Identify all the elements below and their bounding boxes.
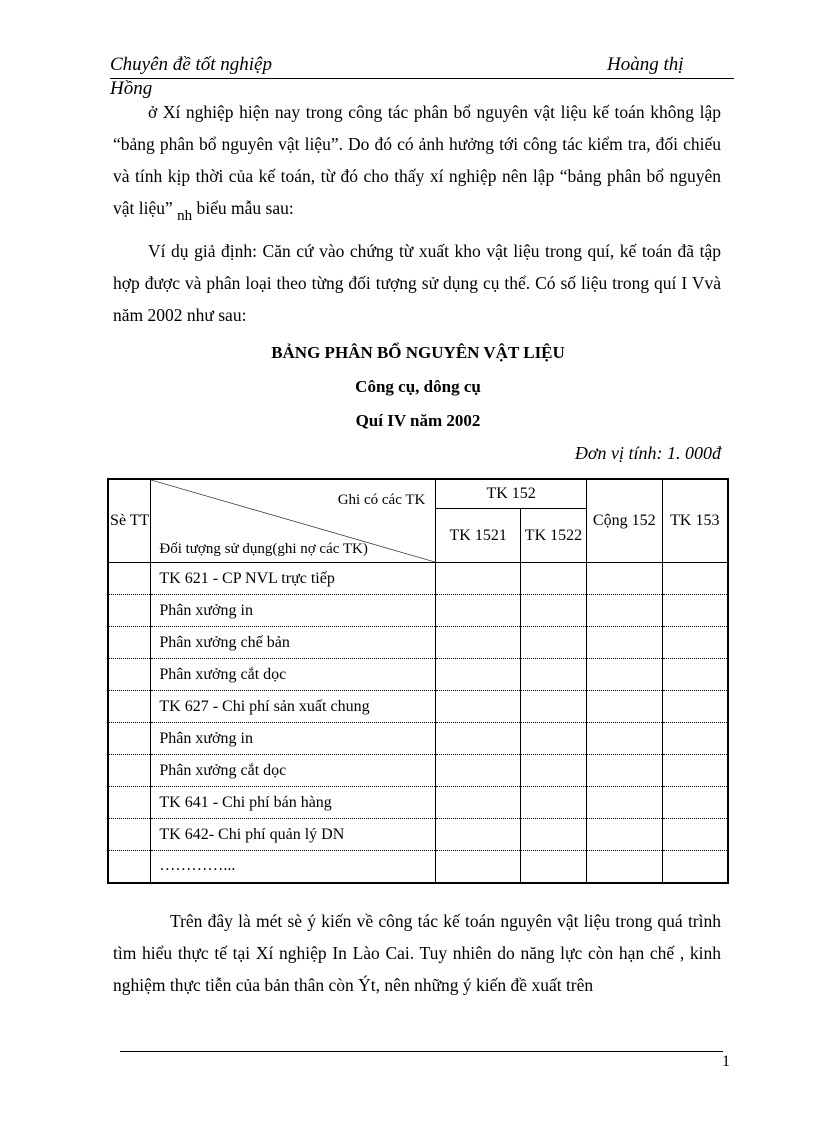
row-object: Phân xưởng cắt dọc <box>151 755 436 787</box>
table-row <box>108 659 728 691</box>
paragraph-3: Trên đây là mét sè ý kiến về công tác kế toán nguyên vật liệu trong quá trình tìm hiểu thực tế tại Xí nghiệp In Lào Cai. Tuy nhiên do năng lực còn hạn chế , kinh nghiệm thực tiễn của bản thân còn Ýt, nên những ý kiến đề xuất trên <box>113 911 721 995</box>
allocation-table <box>107 478 729 884</box>
header-tk153: TK 153 <box>662 479 728 563</box>
row-object: TK 627 - Chi phí sản xuất chung <box>151 691 436 723</box>
header-right: Hoàng thị <box>607 54 684 75</box>
diagonal-top-label: Ghi có các TK <box>337 492 426 508</box>
row-object: TK 642- Chi phí quản lý DN <box>151 819 436 851</box>
table-row <box>108 787 728 819</box>
header-tk152: TK 152 <box>436 479 587 509</box>
paragraph-1-subscript: nh <box>177 208 193 224</box>
page-header <box>110 52 734 79</box>
header-right-continued: Hồng <box>110 78 153 99</box>
table-row <box>108 627 728 659</box>
page-number: 1 <box>722 1053 730 1070</box>
table-row <box>108 851 728 883</box>
row-object: Phân xưởng chế bản <box>151 627 436 659</box>
header-left: Chuyên đề tốt nghiệp <box>110 54 272 75</box>
header-tk1521: TK 1521 <box>436 509 521 563</box>
table-row <box>108 819 728 851</box>
row-object: Phân xưởng in <box>151 595 436 627</box>
header-stt: Sè TT <box>108 479 151 563</box>
header-cong152: Cộng 152 <box>586 479 662 563</box>
table-period: Quí IV năm 2002 <box>355 411 481 430</box>
row-object: Phân xưởng cắt dọc <box>151 659 436 691</box>
unit-label: Đơn vị tính: 1. 000đ <box>574 443 721 463</box>
paragraph-2: Ví dụ giả định: Căn cứ vào chứng từ xuất kho vật liệu trong quí, kế toán đã tập hợp được và phân loại theo từng đối tượng sử dụng cụ thể. Có số liệu trong quí I Vvà năm 2002 như sau: <box>113 241 721 325</box>
table-row <box>108 755 728 787</box>
paragraph-1 <box>113 96 721 232</box>
paragraph-1-text: ở Xí nghiệp hiện nay trong công tác phân bổ nguyên vật liệu kế toán không lập “bảng phân bổ nguyên vật liệu”. Do đó có ảnh hưởng tới công tác kiểm tra, đối chiếu và tính kịp thời của kế toán, từ đó cho thấy xí nghiệp nên lập “bảng phân bổ nguyên vật liệu” <box>113 102 721 218</box>
table-row <box>108 723 728 755</box>
footer-divider <box>120 1051 723 1052</box>
table-row <box>108 595 728 627</box>
table-title: BẢNG PHÂN BỔ NGUYÊN VẬT LIỆU <box>271 343 565 362</box>
table-subtitle: Công cụ, dông cụ <box>355 377 481 396</box>
diagonal-bottom-label: Đối tượng sử dụng(ghi nợ các TK) <box>159 541 368 557</box>
table-row <box>108 691 728 723</box>
table-row <box>108 563 728 595</box>
row-object: TK 621 - CP NVL trực tiếp <box>151 563 436 595</box>
header-diagonal-cell <box>151 479 436 563</box>
header-tk1522: TK 1522 <box>521 509 587 563</box>
row-object: Phân xưởng in <box>151 723 436 755</box>
row-object: …………... <box>151 851 436 883</box>
paragraph-1-tail: biểu mẫu sau: <box>196 198 294 218</box>
row-object: TK 641 - Chi phí bán hàng <box>151 787 436 819</box>
